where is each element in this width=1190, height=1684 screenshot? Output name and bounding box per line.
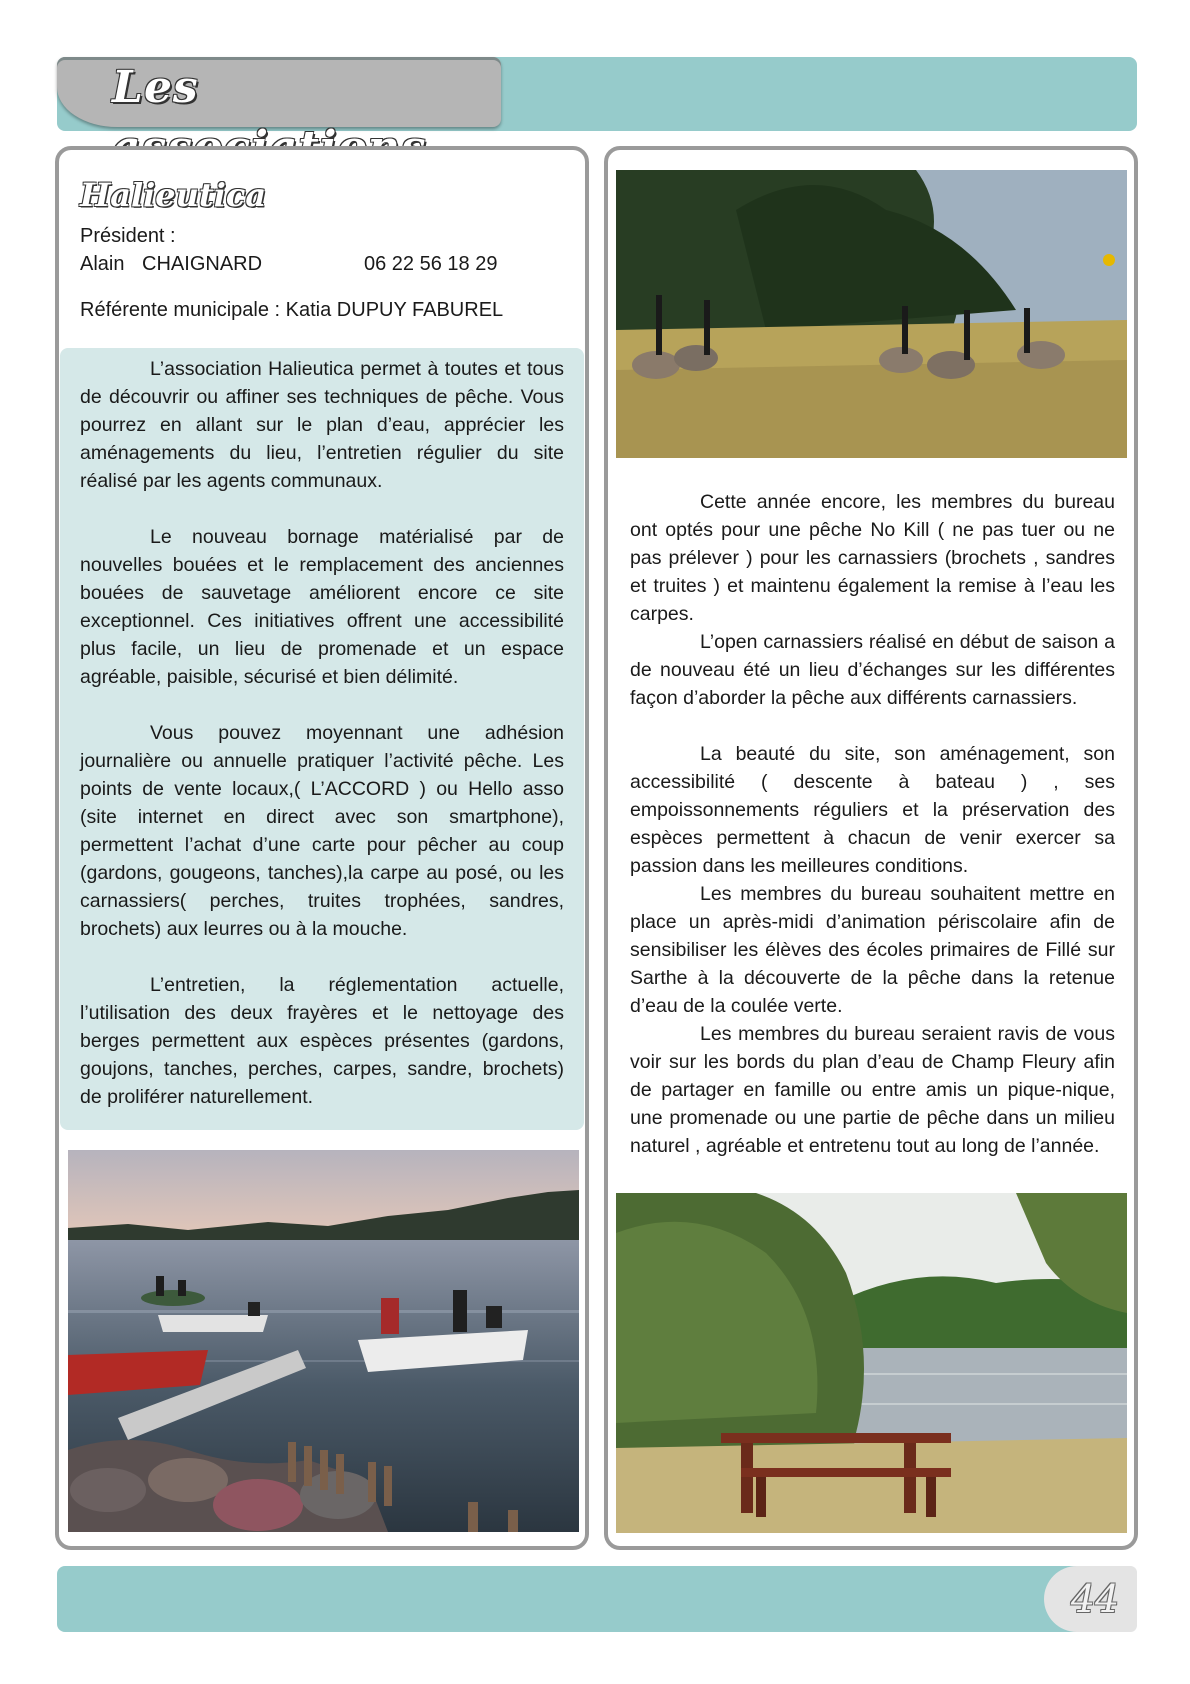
president-phone: 06 22 56 18 29 [364,253,498,275]
photo-geese-on-grass [616,170,1127,458]
page-number: 44 [1070,1577,1120,1621]
left-paragraph-3: Vous pouvez moyennant une adhésion journalière ou annuelle pratiquer l’activité pêche. Les points de vente locaux,( L’ACCORD ) ou Hello asso (site internet en direct avec son smartphone), permettent l’achat d’une carte pour pêcher au coup (gardons, gougeons, tanches),la carpe au posé, ou les carnassiers( perches, truites trophées, sandres, brochets) aux leurres ou à la mouche. [80,722,564,940]
left-paragraph-2: Le nouveau bornage matérialisé par de nouvelles bouées et le remplacement des anciennes bouées de sauvetage améliorent encore ce site exceptionnel. Ces initiatives offrent une accessibilité plus facile, un lieu de promenade et un espace agréable, paisible, sécurisé et bien délimité. [80,526,564,688]
right-paragraph-1: Cette année encore, les membres du bureau ont optés pour une pêche No Kill ( ne pas tuer ou ne pas prélever ) pour les carnassiers (brochets , sandres et truites ) et maintenu également la remise à l’eau les carpes. [630,491,1115,625]
page-title: Les [112,62,199,113]
right-paragraph-2: L’open carnassiers réalisé en début de saison a de nouveau été un lieu d’échanges sur les différentes façon d’aborder la pêche aux différents carnassiers. [630,631,1115,709]
right-paragraph-3: La beauté du site, son aménagement, son accessibilité ( descente à bateau ) , ses empoissonnements réguliers et la préservation des espèces permettent à chacun de venir exercer sa passion dans les meilleures conditions. [630,743,1115,877]
right-paragraph-4: Les membres du bureau souhaitent mettre en place un après-midi d’animation périscolaire afin de sensibiliser les élèves des écoles primaires de Fillé sur Sarthe à la découverte de la pêche dans la retenue d’eau de la coulée verte. [630,883,1115,1017]
president-label: Président : [80,225,176,247]
left-paragraph-4: L’entretien, la réglementation actuelle, l’utilisation des deux frayères et le nettoyage des berges permettent aux espèces présentes (gardons, goujons, tanches, perches, carpes, sandre, brochets) de proliférer naturellement. [80,974,564,1108]
footer-bar [57,1566,1137,1632]
photo-picnic-table-lake [616,1193,1127,1533]
right-paragraph-5: Les membres du bureau seraient ravis de vous voir sur les bords du plan d’eau de Champ Fleury afin de partager en famille ou entre amis un pique-nique, une promenade ou une partie de pêche dans un milieu naturel , agréable et entretenu tout au long de l’année. [630,1023,1115,1157]
president-name: Alain CHAIGNARD [80,253,263,275]
photo-boats-on-lake [68,1150,579,1532]
left-paragraph-1: L’association Halieutica permet à toutes et tous de découvrir ou affiner ses techniques de pêche. Vous pourrez en allant sur le plan d’eau, apprécier les aménagements du lieu, l’entretien régulier du site réalisé par les agents communaux. [80,358,564,492]
referente-municipale: Référente municipale : Katia DUPUY FABUREL [80,299,504,321]
association-name: Halieutica [80,176,267,214]
